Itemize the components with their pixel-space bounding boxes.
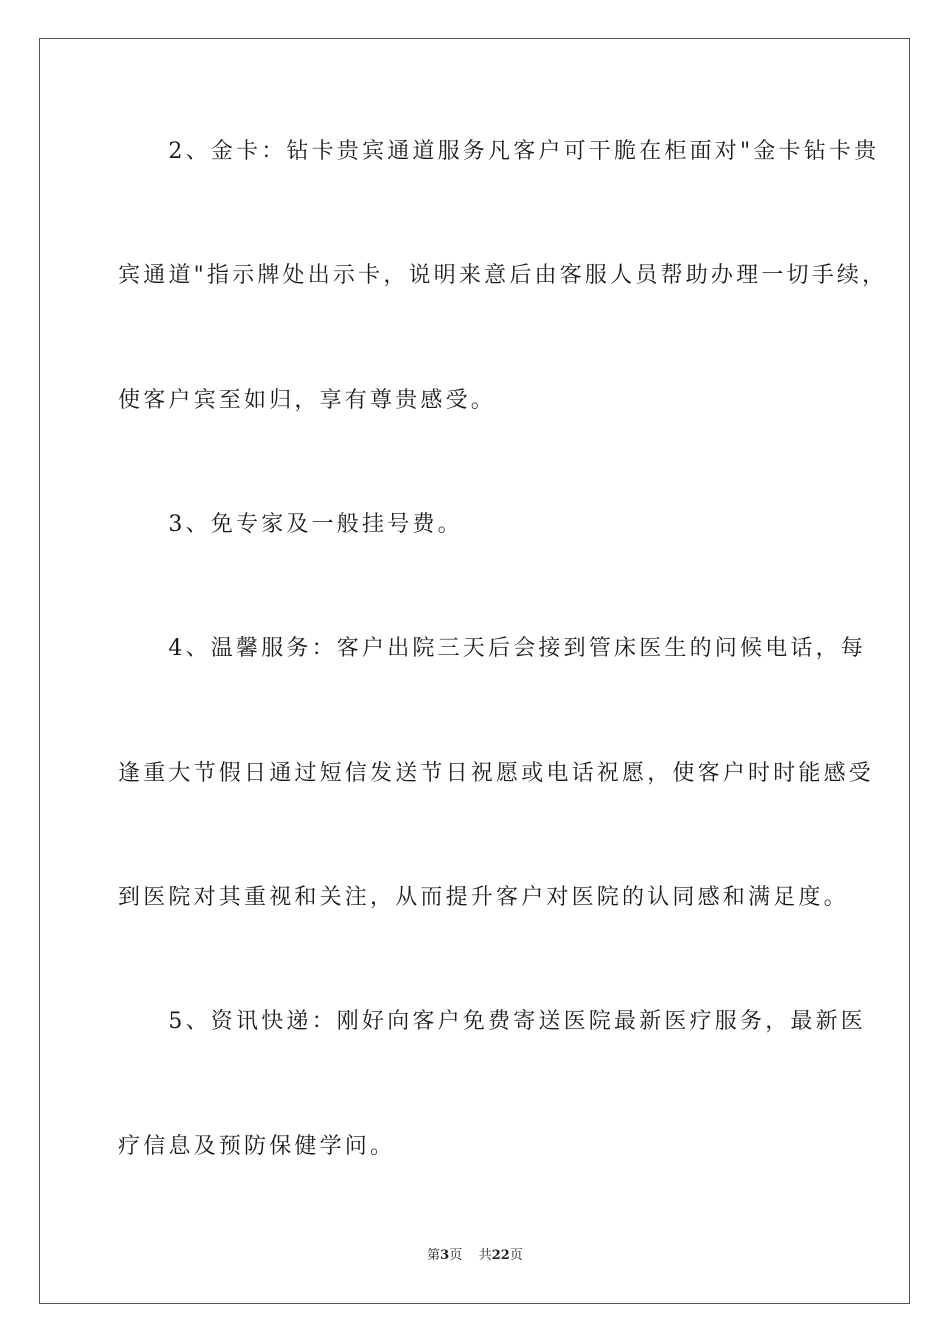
total-pages: 22: [491, 1248, 510, 1263]
text-line-5: 4、温馨服务：客户出院三天后会接到管床医生的问候电话，每: [118, 636, 866, 661]
total-prefix: 共: [478, 1248, 492, 1263]
page-prefix: 第: [427, 1248, 441, 1263]
page-footer: [0, 1247, 950, 1265]
total-suffix: 页: [509, 1248, 523, 1263]
text-line-9: 疗信息及预防保健学问。: [118, 1134, 396, 1159]
text-line-6: 逢重大节假日通过短信发送节日祝愿或电话祝愿，使客户时时能感受: [118, 761, 875, 786]
text-line-1: 2、金卡：钻卡贵宾通道服务凡客户可干脆在柜面对"金卡钻卡贵: [118, 139, 880, 164]
page-number: 3: [440, 1248, 450, 1263]
text-line-2: 宾通道"指示牌处出示卡，说明来意后由客服人员帮助办理一切手续，: [118, 263, 888, 288]
page-frame: [39, 38, 910, 1304]
text-line-8: 5、资讯快递：刚好向客户免费寄送医院最新医疗服务，最新医: [118, 1009, 866, 1034]
text-line-7: 到医院对其重视和关注，从而提升客户对医院的认同感和满足度。: [118, 885, 849, 910]
text-line-4: 3、免专家及一般挂号费。: [118, 512, 463, 537]
text-line-3: 使客户宾至如归，享有尊贵感受。: [118, 388, 497, 413]
page-suffix: 页: [449, 1248, 463, 1263]
